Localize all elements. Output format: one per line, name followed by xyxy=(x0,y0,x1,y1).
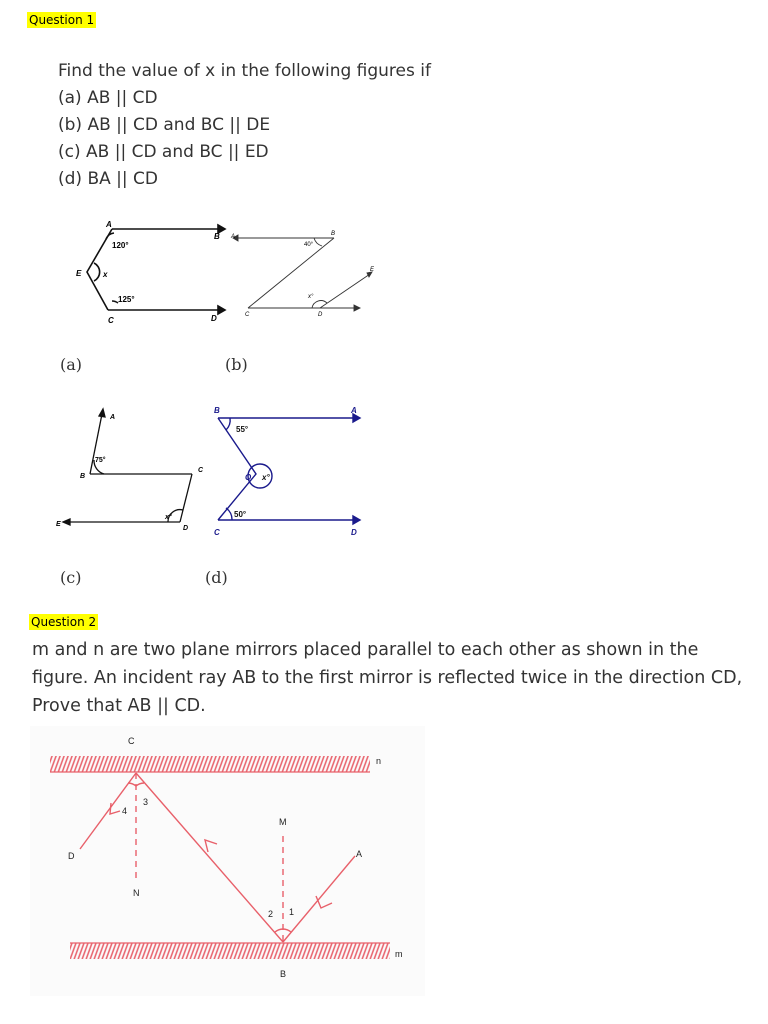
label-d: D xyxy=(68,851,75,861)
mirror-figure xyxy=(30,726,425,996)
label-mirror-m: m xyxy=(395,949,403,959)
fig-b-label-b: B xyxy=(331,231,336,237)
fig-d-label-a: A xyxy=(351,406,357,415)
fig-b-label-c: C xyxy=(245,312,250,318)
caption-d: (d) xyxy=(205,568,228,587)
q1-prompt: Find the value of x in the following figures if xyxy=(58,61,431,81)
fig-c-label-e: E xyxy=(56,521,61,528)
label-mirror-n: n xyxy=(376,756,382,766)
fig-a-label-a: A xyxy=(106,220,112,229)
q1-part-d: (d) BA || CD xyxy=(58,169,158,189)
label-m-point: M xyxy=(279,817,287,827)
fig-b-angle-40: 40° xyxy=(304,242,314,248)
fig-d-label-d: D xyxy=(351,528,357,537)
fig-a-label-x: x xyxy=(103,270,108,279)
q1-part-c: (c) AB || CD and BC || ED xyxy=(58,142,269,162)
figure-a xyxy=(70,215,230,330)
figure-b xyxy=(228,222,388,322)
fig-c-angle-x: x° xyxy=(165,514,172,521)
label-a: A xyxy=(356,849,363,859)
fig-a-label-d: D xyxy=(211,314,217,323)
question-1-tag: Question 1 xyxy=(29,13,95,27)
fig-d-angle-x: x° xyxy=(262,473,270,482)
label-b: B xyxy=(280,969,287,979)
label-c: C xyxy=(128,736,135,746)
q1-part-a: (a) AB || CD xyxy=(58,88,158,108)
figure-c xyxy=(52,402,212,537)
figure-d xyxy=(200,400,375,540)
fig-a-label-c: C xyxy=(108,316,114,325)
caption-c: (c) xyxy=(60,568,82,587)
question-2-tag: Question 2 xyxy=(31,615,97,629)
fig-c-label-a: A xyxy=(110,414,116,421)
mirror-m xyxy=(70,943,390,959)
angle-3: 3 xyxy=(143,797,149,807)
fig-d-angle-50: 50° xyxy=(234,510,247,519)
fig-c-label-c: C xyxy=(198,467,204,474)
fig-b-label-e: E xyxy=(370,267,375,273)
fig-c-label-b: B xyxy=(80,473,86,480)
fig-a-angle-125: 125° xyxy=(118,295,135,304)
fig-b-label-a: A xyxy=(231,234,236,240)
fig-a-angle-120: 120° xyxy=(112,241,129,250)
fig-d-label-c: C xyxy=(214,528,220,537)
fig-c-label-d: D xyxy=(183,525,189,532)
angle-2: 2 xyxy=(268,909,274,919)
fig-a-label-e: E xyxy=(76,269,82,278)
fig-c-angle-75: 75° xyxy=(95,457,106,464)
fig-d-angle-55: 55° xyxy=(236,425,249,434)
caption-a: (a) xyxy=(60,355,83,374)
q1-part-b: (b) AB || CD and BC || DE xyxy=(58,115,271,135)
question-1-text xyxy=(58,58,431,193)
fig-b-angle-x: x° xyxy=(308,294,314,300)
caption-b: (b) xyxy=(225,355,248,374)
angle-4: 4 xyxy=(122,806,128,816)
question-2-text: m and n are two plane mirrors placed parallel to each other as shown in the figure. An incident ray AB to the first mirror is reflected twice in the direction CD, Prove that AB || CD. xyxy=(32,640,743,716)
fig-b-label-d: D xyxy=(318,312,323,318)
fig-a-label-b: B xyxy=(214,232,220,241)
mirror-n xyxy=(50,756,370,772)
label-n-point: N xyxy=(133,888,140,898)
fig-d-label-b: B xyxy=(214,406,220,415)
angle-1: 1 xyxy=(289,907,295,917)
fig-d-label-o: O xyxy=(245,473,252,482)
